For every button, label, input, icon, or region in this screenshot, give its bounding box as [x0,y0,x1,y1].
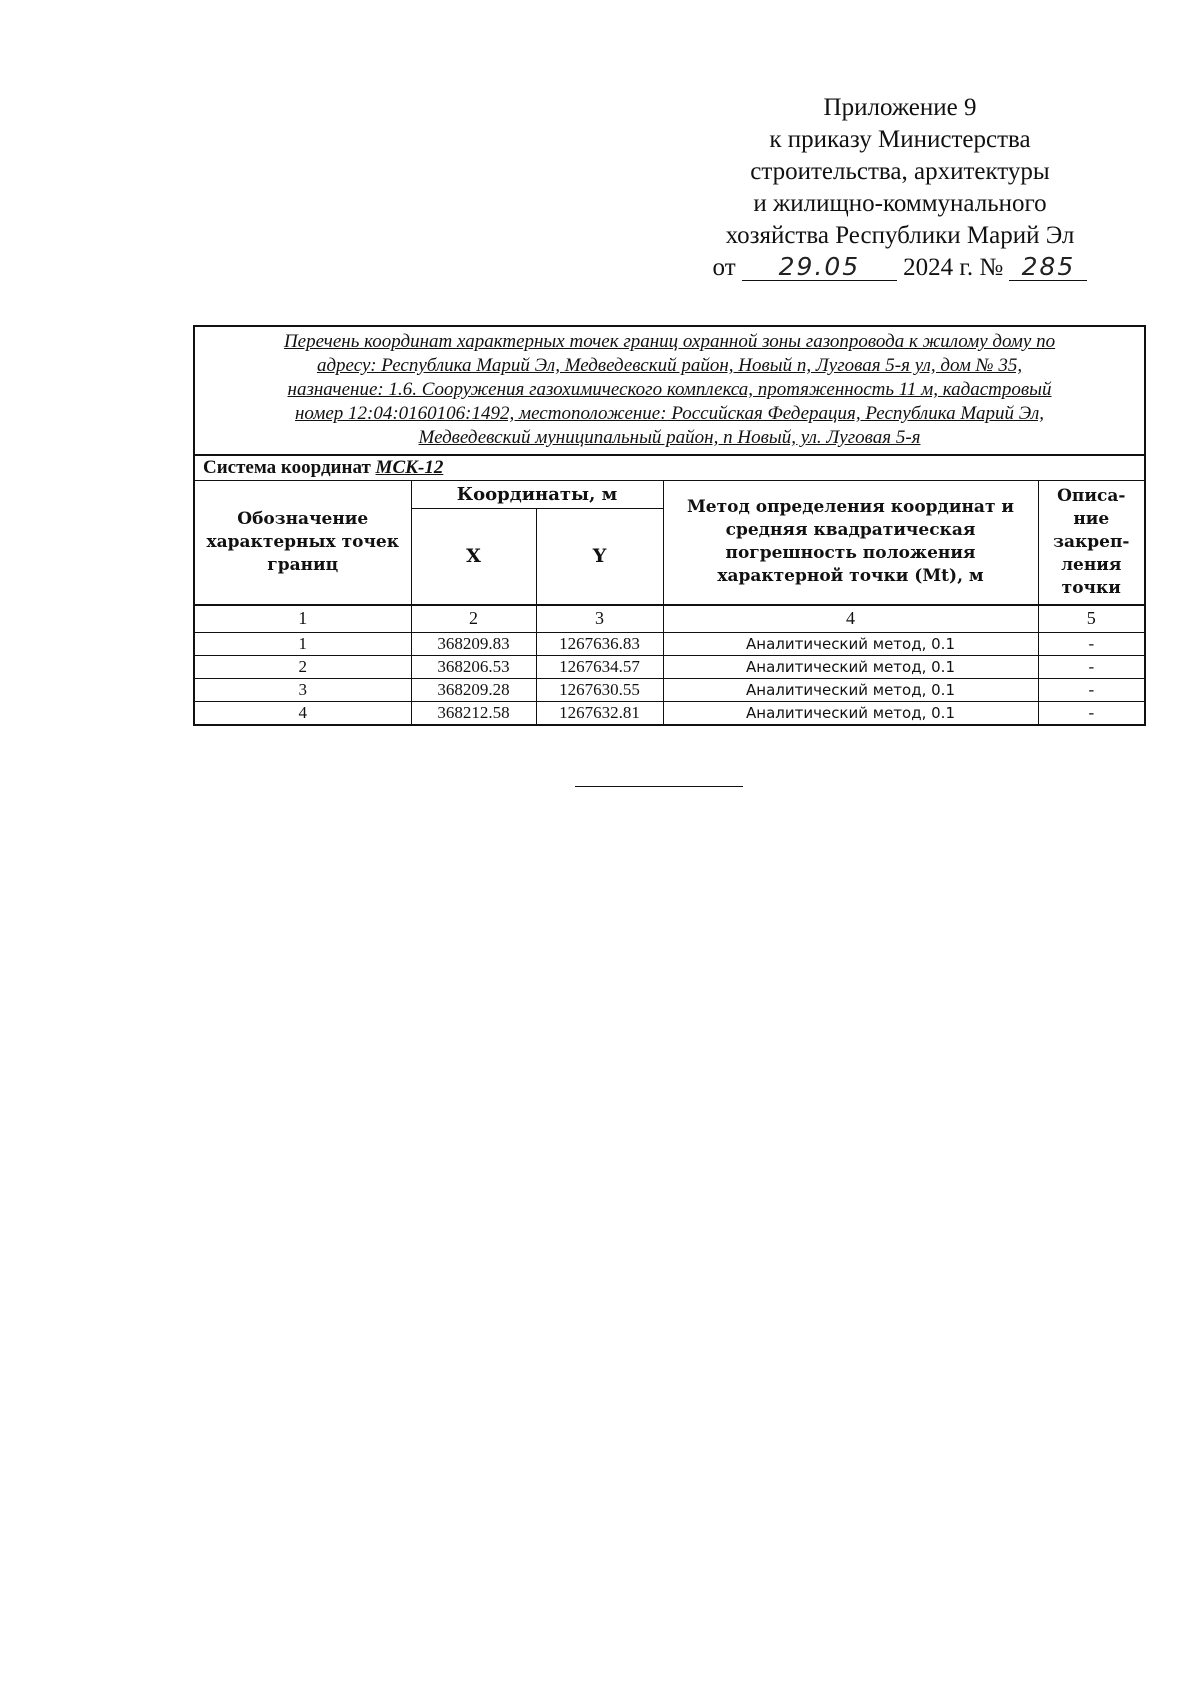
table-row [194,678,1145,701]
table-row [194,701,1145,725]
column-number: 3 [536,605,663,633]
cell-x: 368212.58 [411,701,536,725]
cell-description: - [1038,655,1145,678]
column-number: 5 [1038,605,1145,633]
header-x: X [411,509,536,605]
handwritten-order-number: 285 [1009,254,1087,281]
cell-y: 1267630.55 [536,678,663,701]
appendix-line: хозяйства Республики Марий Эл [725,222,1075,249]
cell-y: 1267634.57 [536,655,663,678]
header-coordinates: Координаты, м [411,481,663,509]
appendix-header [690,92,1110,284]
handwritten-date: 29.05 [742,254,897,281]
caption-line: Медведевский муниципальный район, п Новый, ул. Луговая 5-я [418,427,921,448]
header-point-designation: Обозначение характерных точек границ [194,481,411,605]
date-prefix: от [712,254,736,281]
cell-point: 2 [194,655,411,678]
column-number: 1 [194,605,411,633]
table-row [194,632,1145,655]
cell-method: Аналитический метод, 0.1 [663,655,1038,678]
coord-system-label: Система координат [203,457,371,478]
coordinates-table [193,325,1146,726]
order-date-line [690,252,1110,284]
appendix-line: строительства, архитектуры [750,158,1050,185]
appendix-line: к приказу Министерства [769,126,1031,153]
year-text: 2024 г. № [903,254,1004,281]
cell-method: Аналитический метод, 0.1 [663,701,1038,725]
header-description-line: точки [1061,577,1121,598]
column-number: 2 [411,605,536,633]
cell-description: - [1038,678,1145,701]
header-description-line: ления [1061,554,1122,575]
cell-description: - [1038,701,1145,725]
header-y: Y [536,509,663,605]
appendix-line: Приложение 9 [823,94,977,121]
cell-point: 1 [194,632,411,655]
cell-point: 3 [194,678,411,701]
header-method: Метод определения координат и средняя квадратическая погрешность положения характерной точки (Mt), м [663,481,1038,605]
appendix-line: и жилищно-коммунального [753,190,1047,217]
coord-system-row [194,455,1145,481]
column-number: 4 [663,605,1038,633]
coord-system-value: МСК-12 [375,457,444,478]
cell-x: 368206.53 [411,655,536,678]
cell-x: 368209.83 [411,632,536,655]
caption-line: Перечень координат характерных точек границ охранной зоны газопровода к жилому дому по [283,331,1056,352]
end-of-document-rule [575,786,743,787]
header-description-line: закреп- [1053,531,1130,552]
header-description-line: ние [1073,508,1110,529]
cell-method: Аналитический метод, 0.1 [663,632,1038,655]
cell-x: 368209.28 [411,678,536,701]
caption-line: назначение: 1.6. Сооружения газохимического комплекса, протяженность 11 м, кадастровый [287,379,1052,400]
cell-description: - [1038,632,1145,655]
caption-line: адресу: Республика Марий Эл, Медведевский район, Новый п, Луговая 5-я ул, дом № 35, [316,355,1023,376]
cell-method: Аналитический метод, 0.1 [663,678,1038,701]
table-row [194,655,1145,678]
caption-line: номер 12:04:0160106:1492, местоположение: Российская Федерация, Республика Марий Эл, [295,403,1045,424]
cell-y: 1267636.83 [536,632,663,655]
cell-y: 1267632.81 [536,701,663,725]
header-description [1038,481,1145,605]
header-description-line: Описа- [1057,485,1126,506]
cell-point: 4 [194,701,411,725]
table-caption [194,326,1145,455]
